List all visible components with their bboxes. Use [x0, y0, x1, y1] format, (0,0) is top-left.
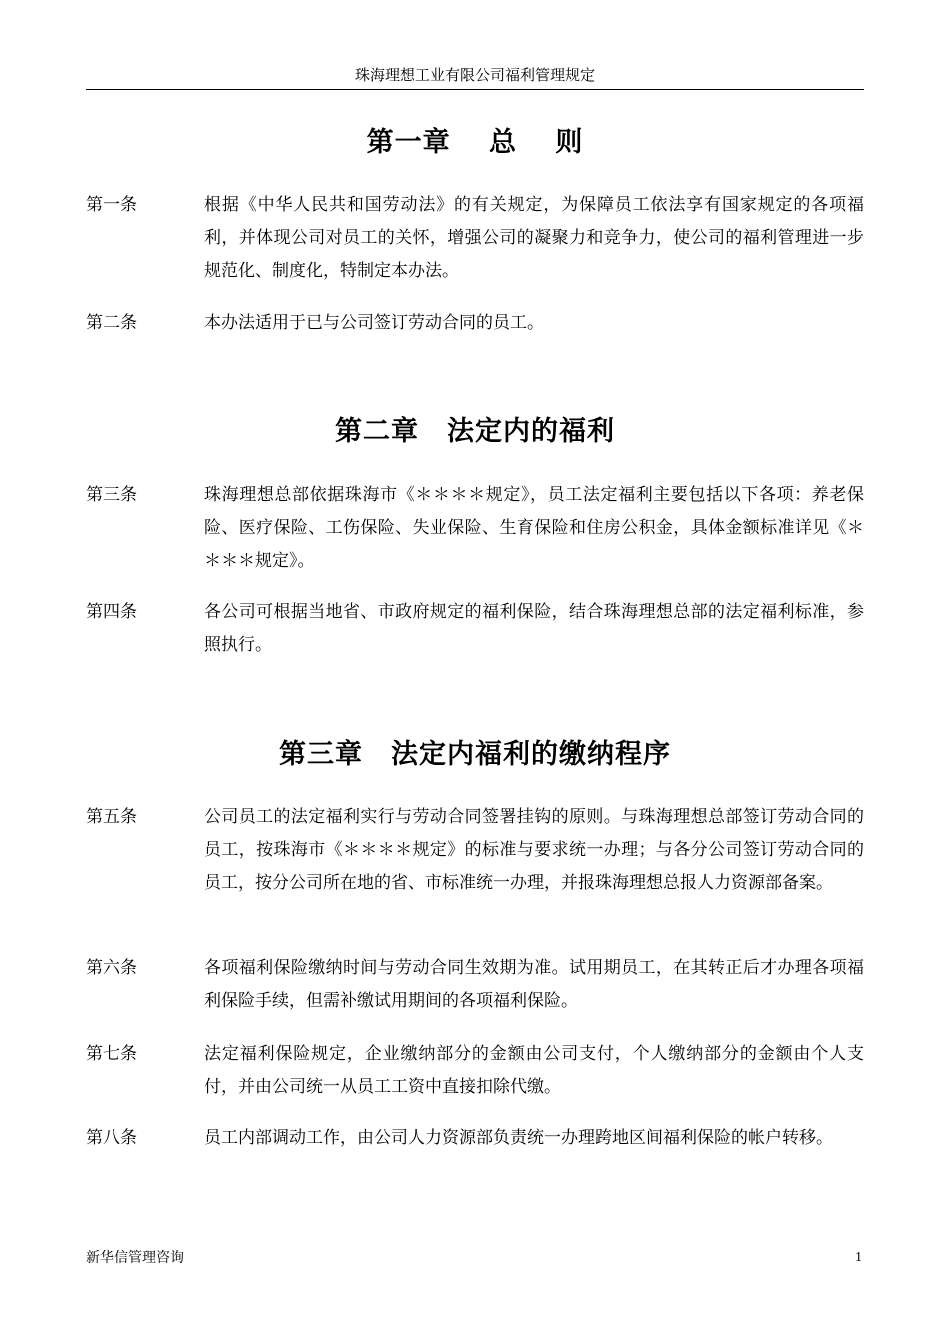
- article-text: 各公司可根据当地省、市政府规定的福利保险，结合珠海理想总部的法定福利标准，参照执行。: [204, 602, 864, 655]
- article-7: [86, 1038, 864, 1104]
- article-1: [86, 189, 864, 288]
- article-2: [86, 307, 864, 340]
- article-text: 公司员工的法定福利实行与劳动合同签署挂钩的原则。与珠海理想总部签订劳动合同的员工，按珠海市《＊＊＊＊规定》的标准与要求统一办理；与各分公司签订劳动合同的员工，按分公司所在地的省、市标准统一办理，并报珠海理想总报人力资源部备案。: [204, 807, 864, 893]
- footer-company: 新华信管理咨询: [86, 1250, 184, 1266]
- article-label: 第四条: [86, 602, 137, 622]
- page-header: 珠海理想工业有限公司福利管理规定: [86, 63, 864, 90]
- article-label: 第一条: [86, 195, 137, 215]
- article-label: 第五条: [86, 807, 137, 827]
- article-label: 第六条: [86, 958, 137, 978]
- page-number: 1: [855, 1250, 862, 1265]
- article-text: 法定福利保险规定，企业缴纳部分的金额由公司支付，个人缴纳部分的金额由个人支付，并由公司统一从员工工资中直接扣除代缴。: [204, 1044, 864, 1097]
- article-4: [86, 596, 864, 662]
- chapter-title-3: 第三章 法定内福利的缴纳程序: [279, 739, 671, 770]
- article-text: 各项福利保险缴纳时间与劳动合同生效期为准。试用期员工，在其转正后才办理各项福利保险手续，但需补缴试用期间的各项福利保险。: [204, 958, 864, 1011]
- article-text: 本办法适用于已与公司签订劳动合同的员工。: [204, 313, 544, 333]
- chapter-title-1: 第一章 总 则: [366, 127, 584, 158]
- article-8: [86, 1122, 864, 1155]
- article-label: 第二条: [86, 313, 137, 333]
- article-label: 第七条: [86, 1044, 137, 1064]
- article-label: 第八条: [86, 1128, 137, 1148]
- article-6: [86, 952, 864, 1018]
- article-text: 根据《中华人民共和国劳动法》的有关规定，为保障员工依法享有国家规定的各项福利，并体现公司对员工的关怀，增强公司的凝聚力和竞争力，使公司的福利管理进一步规范化、制度化，特制定本办法。: [204, 195, 864, 281]
- chapter-title-2: 第二章 法定内的福利: [335, 416, 615, 447]
- article-text: 员工内部调动工作，由公司人力资源部负责统一办理跨地区间福利保险的帐户转移。: [204, 1128, 833, 1148]
- article-label: 第三条: [86, 485, 137, 505]
- article-text: 珠海理想总部依据珠海市《＊＊＊＊规定》，员工法定福利主要包括以下各项：养老保险、医疗保险、工伤保险、失业保险、生育保险和住房公积金，具体金额标准详见《＊＊＊＊规定》。: [204, 485, 864, 571]
- article-3: [86, 479, 864, 578]
- article-5: [86, 801, 864, 900]
